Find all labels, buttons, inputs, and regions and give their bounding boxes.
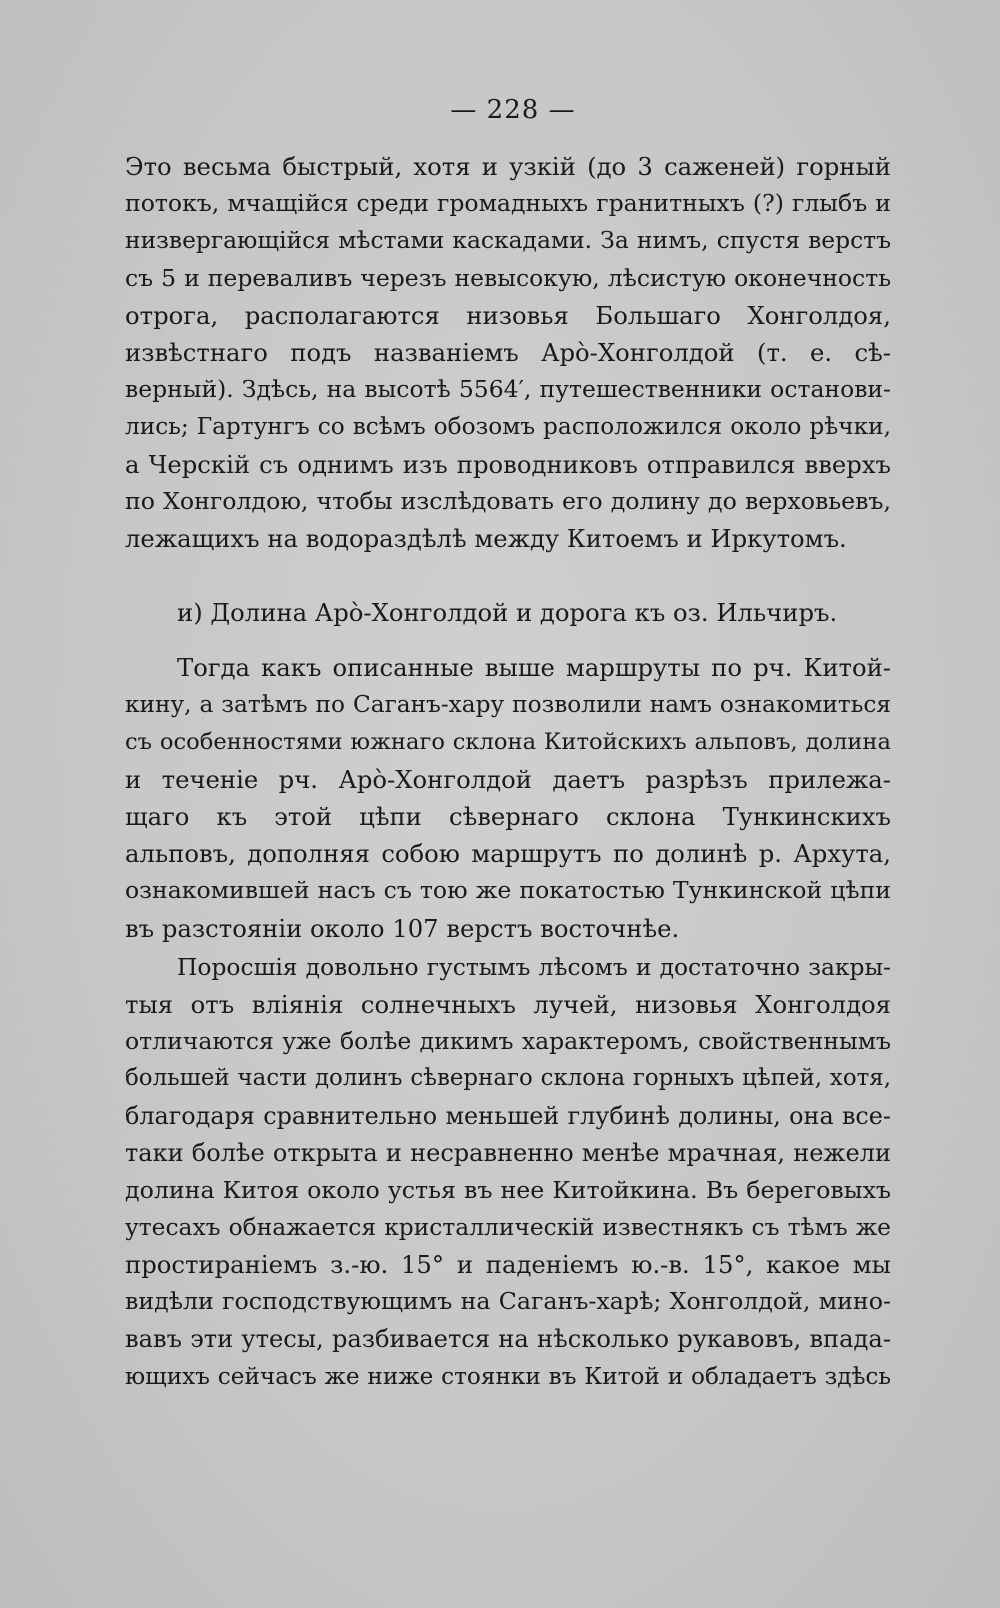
text-line: вавъ эти утесы, разбивается на нѣсколько рукавовъ, впада- [125, 1324, 891, 1353]
paragraph-2 [125, 649, 891, 947]
text-line: ознакомившей насъ съ тою же покатостью Тункинской цѣпи [125, 876, 891, 905]
section-heading: и) Долина Аро̀-Хонголдой и дорога къ оз. Ильчиръ. [177, 598, 838, 628]
text-line: альповъ, дополняя собою маршрутъ по долинѣ р. Архута, [125, 839, 891, 869]
text-line: ющихъ сейчасъ же ниже стоянки въ Китой и обладаетъ здѣсь [125, 1362, 891, 1390]
text-line: а Черскій съ однимъ изъ проводниковъ отправился вверхъ [125, 449, 891, 479]
text-line: по Хонголдою, чтобы изслѣдовать его долину до верховьевъ, [125, 486, 891, 515]
text-line: большей части долинъ сѣвернаго склона горныхъ цѣпей, хотя, [125, 1065, 891, 1092]
paragraph-3 [125, 949, 891, 1395]
page-number: — 228 — [450, 95, 576, 125]
text-line: таки болѣе открыта и несравненно менѣе мрачная, нежели [125, 1138, 891, 1167]
text-line: съ 5 и переваливъ черезъ невысокую, лѣсистую оконечность [125, 263, 891, 292]
text-line: Это весьма быстрый, хотя и узкій (до 3 саженей) горный [125, 152, 891, 181]
text-line: потокъ, мчащійся среди громадныхъ гранитныхъ (?) глыбъ и [125, 189, 891, 218]
text-line: отличаются уже болѣе дикимъ характеромъ, свойственнымъ [125, 1027, 891, 1056]
text-line: видѣли господствующимъ на Саганъ-харѣ; Хонголдой, мино- [125, 1287, 891, 1316]
text-line: лись; Гартунгъ со всѣмъ обозомъ расположился около рѣчки, [125, 413, 891, 441]
text-line: отрога, располагаются низовья Большаго Хонголдоя, [125, 300, 891, 330]
text-line: лежащихъ на водораздѣлѣ между Китоемъ и Иркутомъ. [125, 523, 847, 553]
text-line: кину, а затѣмъ по Саганъ-хару позволили намъ ознакомиться [125, 691, 891, 719]
page-body [125, 88, 891, 1395]
text-line: утесахъ обнажается кристаллическій известнякъ съ тѣмъ же [125, 1213, 891, 1242]
text-line: Поросшія довольно густымъ лѣсомъ и достаточно закры- [177, 952, 891, 981]
text-line: съ особенностями южнаго склона Китойскихъ альповъ, долина [125, 728, 891, 755]
text-line: низвергающійся мѣстами каскадами. За нимъ, спустя верстъ [125, 226, 891, 255]
text-line: долина Китоя около устья въ нее Китойкина. Въ береговыхъ [125, 1175, 891, 1204]
text-line: Тогда какъ описанные выше маршруты по рч. Китой- [177, 653, 891, 683]
text-line: щаго къ этой цѣпи сѣвернаго склона Тункинскихъ [125, 802, 891, 831]
paragraph-1 [125, 148, 891, 557]
text-line: тыя отъ вліянія солнечныхъ лучей, низовья Хонголдоя [125, 989, 891, 1019]
text-line: благодаря сравнительно меньшей глубинѣ долины, она все- [125, 1101, 891, 1130]
text-line: извѣстнаго подъ названіемъ Аро̀-Хонголдой (т. е. сѣ- [125, 337, 891, 367]
text-line: простираніемъ з.-ю. 15° и паденіемъ ю.-в. 15°, какое мы [125, 1250, 891, 1280]
text-line: верный). Здѣсь, на высотѣ 5564′, путешественники останови- [125, 375, 891, 404]
text-line: въ разстояніи около 107 верстъ восточнѣе. [125, 913, 680, 943]
text-line: и теченіе рч. Аро̀-Хонголдой даетъ разрѣзъ прилежа- [125, 764, 891, 794]
